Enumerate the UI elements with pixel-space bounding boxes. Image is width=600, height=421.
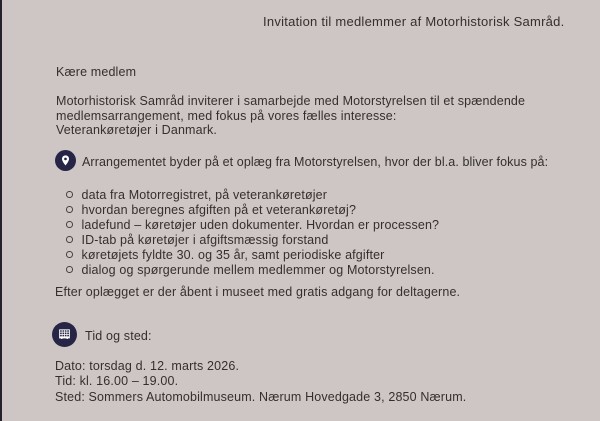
list-item	[66, 202, 439, 217]
bullet-text: hvordan beregnes afgiften på et veterankøretøj?	[81, 202, 357, 217]
intro-line: Motorhistorisk Samråd inviterer i samarbejde med Motorstyrelsen til et spændende	[56, 94, 526, 108]
bullet-circle-icon	[66, 251, 73, 258]
event-details	[55, 359, 466, 405]
bullet-circle-icon	[66, 266, 73, 273]
list-item	[66, 262, 439, 277]
bullet-circle-icon	[66, 236, 73, 243]
bullet-text: ladefund – køretøjer uden dokumenter. Hvordan er processen?	[81, 217, 440, 232]
list-item	[66, 217, 439, 232]
bullet-circle-icon	[66, 191, 73, 198]
page-title: Invitation til medlemmer af Motorhistorisk Samråd.	[263, 14, 565, 29]
list-item	[66, 232, 439, 247]
detail-date-line: Dato: torsdag d. 12. marts 2026.	[55, 359, 240, 373]
detail-place-line: Sted: Sommers Automobilmuseum. Nærum Hovedgade 3, 2850 Nærum.	[55, 389, 467, 404]
greeting-text: Kære medlem	[56, 65, 137, 79]
bullet-text: dialog og spørgerunde mellem medlemmer og Motorstyrelsen.	[81, 262, 435, 277]
left-edge-divider	[0, 0, 2, 421]
after-note-text: Efter oplægget er der åbent i museet med gratis adgang for deltagerne.	[55, 285, 461, 299]
program-heading: Arrangementet byder på et oplæg fra Motorstyrelsen, hvor der bl.a. bliver fokus på:	[82, 155, 549, 169]
details-heading: Tid og sted:	[85, 329, 152, 343]
calendar-icon	[52, 322, 77, 347]
intro-line: medlemsarrangement, med fokus på vores fælles interesse:	[56, 108, 397, 123]
program-bullet-list	[66, 187, 439, 277]
bullet-text: data fra Motorregistret, på veterankøretøjer	[81, 187, 328, 202]
location-pin-icon	[55, 150, 76, 171]
detail-time-line: Tid: kl. 16.00 – 19.00.	[55, 374, 179, 389]
bullet-text: køretøjets fyldte 30. og 35 år, samt periodiske afgifter	[81, 247, 385, 262]
list-item	[66, 187, 439, 202]
bullet-circle-icon	[66, 206, 73, 213]
list-item	[66, 247, 439, 262]
intro-paragraph	[56, 94, 525, 138]
bullet-text: ID-tab på køretøjer i afgiftsmæssig forstand	[81, 232, 329, 247]
bullet-circle-icon	[66, 221, 73, 228]
intro-line: Veterankøretøjer i Danmark.	[56, 123, 218, 137]
